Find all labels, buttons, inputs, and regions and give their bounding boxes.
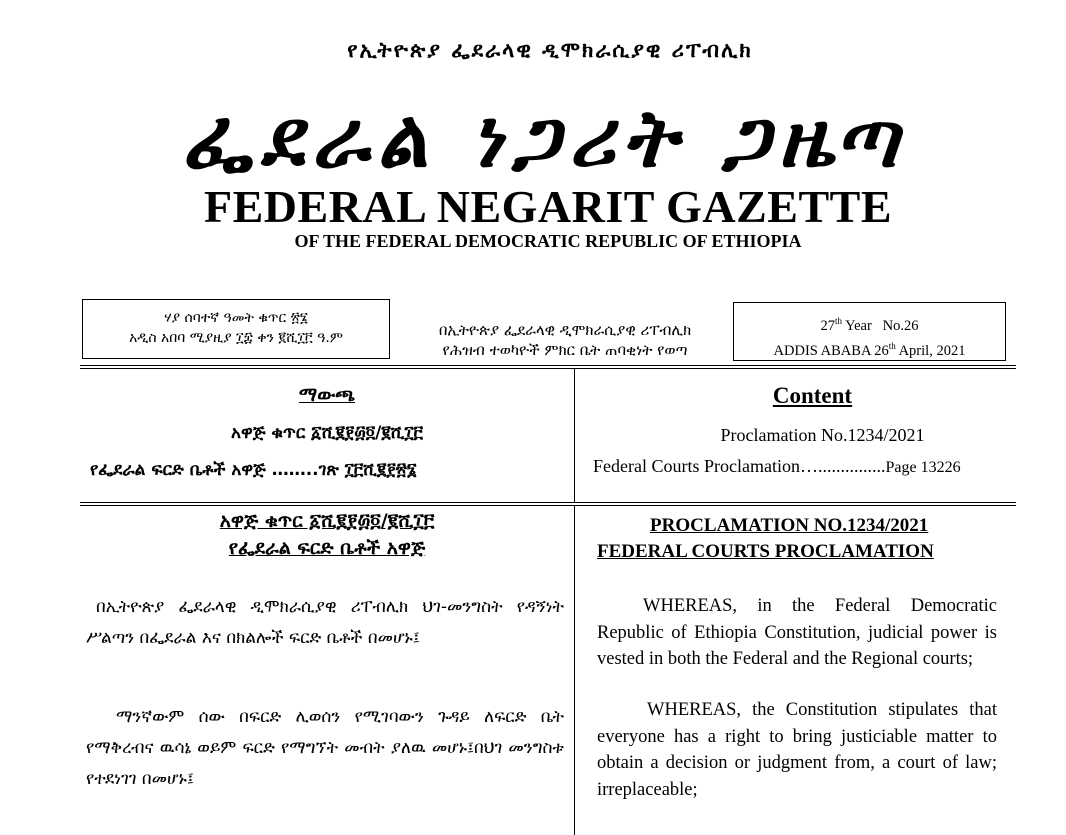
proclamation-title-english: FEDERAL COURTS PROCLAMATION [597,541,934,562]
toc-heading-amharic: ማውጫ [298,384,356,406]
proclamation-number-amharic: አዋጅ ቁጥር ፩ሺ፪፻፴፬/፪ሺ፲፫ [219,510,435,532]
divider-rule [80,502,1016,503]
divider-rule [80,505,1016,506]
toc-heading-english: Content [772,383,853,408]
masthead-subtitle: OF THE FEDERAL DEMOCRATIC REPUBLIC OF ETHIOPIA [294,231,802,251]
preamble-paragraph-amharic: በኢትዮጵያ ፌደራላዊ ዲሞክራሲያዊ ሪፐብሊክ ህገ-መንግስት የዳኝነት ሥልጣን በፌደራል እና በክልሎች ፍርድ ቤቶች በመሆኑ፤ [86,597,564,648]
toc-entry-english: Federal Courts Proclamation…...............Page 13226 [593,456,961,476]
issue-info-amharic-box [82,299,390,359]
issue-date-amharic: አዲስ አበባ ሚያዚያ ፲፰ ቀን ፪ሺ፲፫ ዓ.ም [129,330,343,346]
preamble-paragraph-english: WHEREAS, the Constitution stipulates that everyone has a right to bring justiciable matter to obtain a decision or judgment from, a court of law; irreplaceable; [597,700,997,800]
issuing-authority-line2: የሕዝብ ተወካዮች ምክር ቤት ጠባቂነት የወጣ [442,341,688,359]
issuing-authority-line1: በኢትዮጵያ ፌደራላዊ ዲሞክራሲያዊ ሪፐብሊክ [438,321,692,339]
divider-rule [80,365,1016,366]
masthead-english: FEDERAL NEGARIT GAZETTE [203,181,893,232]
issue-year-english: 27th Year No.26 [820,316,919,334]
toc-proclamation-amharic: አዋጅ ቁጥር ፩ሺ፪፻፴፬/፪ሺ፲፫ [231,423,423,443]
proclamation-number-english: PROCLAMATION NO.1234/2021 [650,515,929,536]
republic-name-amharic: የኢትዮጵያ ፌደራላዊ ዲሞክራሲያዊ ሪፐብሊክ [347,38,753,62]
preamble-paragraph-english: WHEREAS, in the Federal Democratic Republic of Ethiopia Constitution, judicial power is vested in both the Federal and the Regional courts; [597,596,997,669]
toc-entry-amharic: የፌደራል ፍርድ ቤቶች አዋጅ ……..ገጽ ፲፫ሺ፪፻፳፮ [90,460,417,480]
toc-proclamation-english: Proclamation No.1234/2021 [720,425,925,445]
issue-year-amharic: ሃያ ሰባተኛ ዓመት ቁጥር ፳፮ [164,310,308,326]
preamble-paragraph-amharic: ማንኛውም ሰው በፍርድ ሊወሰን የሚገባውን ጉዳይ ለፍርድ ቤት የማቅረብና ዉሳኔ ወይም ፍርድ የማግኘት መብት ያለዉ መሆኑ፤በህገ መንግስቱ የተደነገገ በመሆኑ፤ [86,707,564,789]
issue-info-english-box [733,302,1006,361]
column-divider [574,505,575,835]
proclamation-title-amharic: የፌደራል ፍርድ ቤቶች አዋጅ [228,537,426,559]
masthead-amharic: ፌደራል ነጋሪት ጋዜጣ [179,92,921,185]
issuing-authority [400,320,730,360]
issue-date-english: ADDIS ABABA 26th April, 2021 [773,340,966,359]
divider-rule [80,368,1016,369]
